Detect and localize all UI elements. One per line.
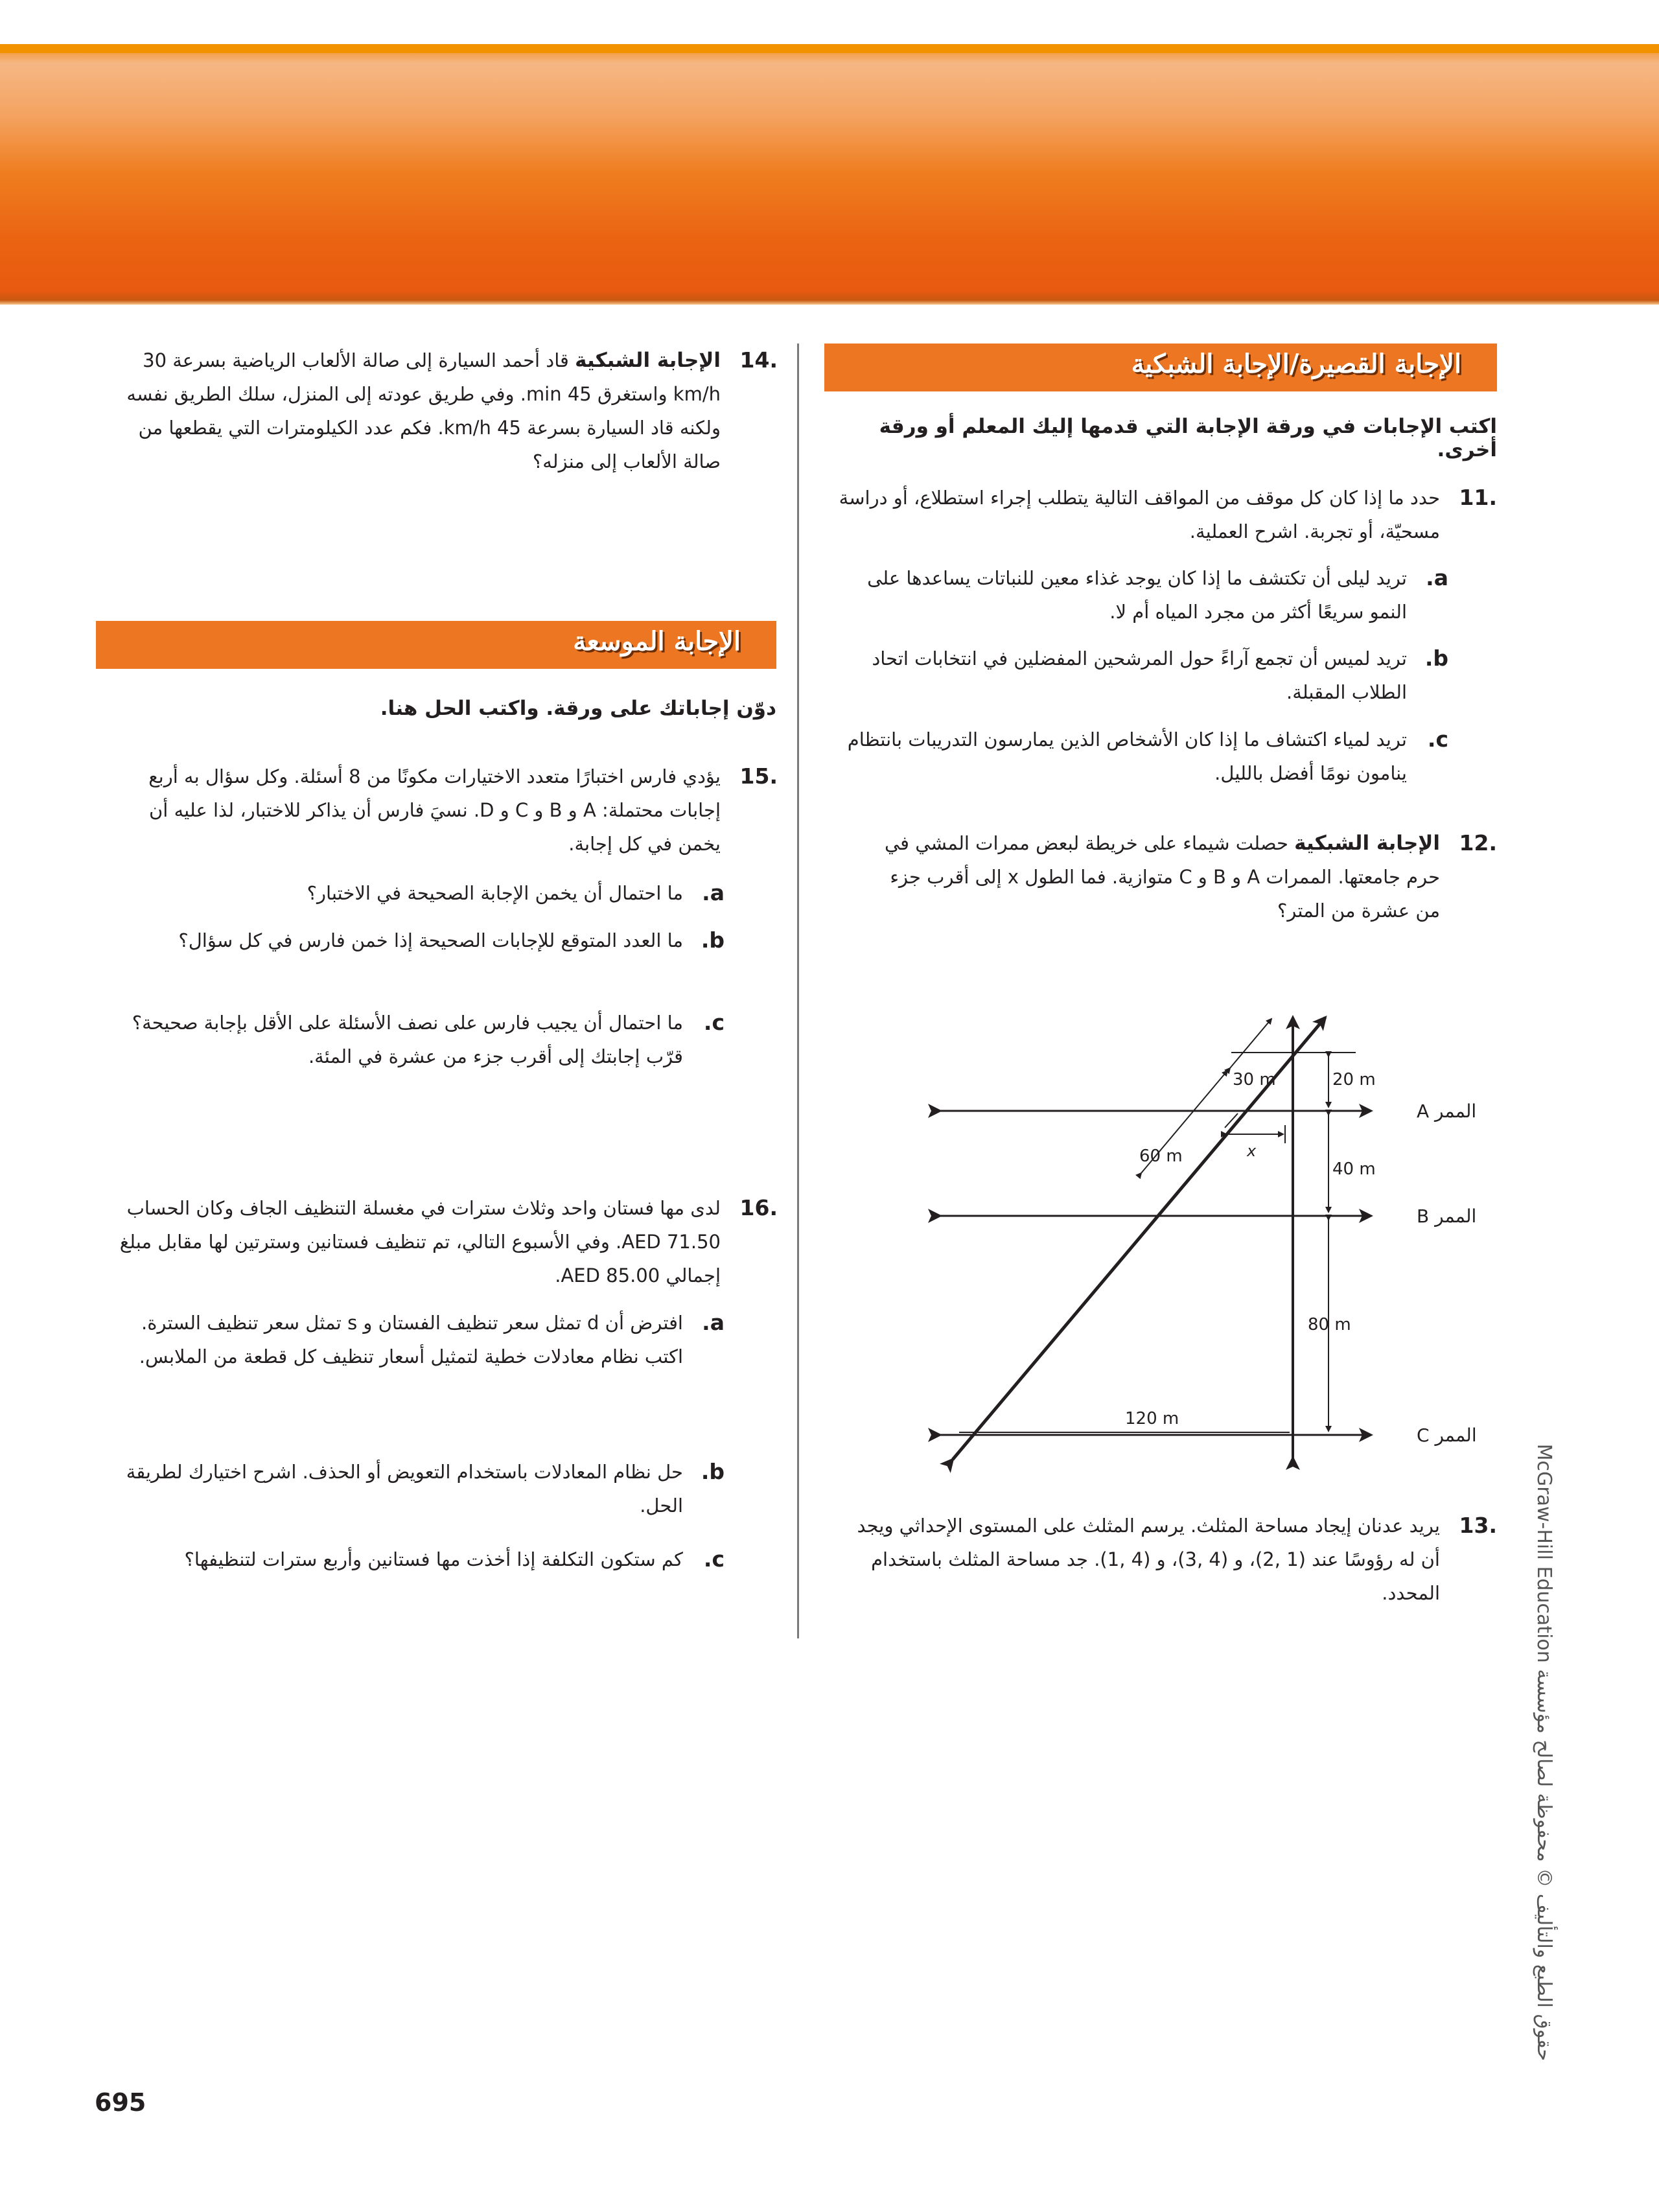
question-lead: الإجابة الشبكية bbox=[575, 349, 721, 372]
header-banner-top-stripe bbox=[0, 44, 1659, 53]
instruction-short-answer: اكتب الإجابات في ورقة الإجابة التي قدمها إليك المعلم أو ورقة أخرى. bbox=[879, 415, 1497, 461]
question-13 bbox=[842, 1509, 1497, 1610]
copyright-side-note: حقوق الطبع والتأليف © محفوظة لصالح مؤسسة McGraw-Hill Education bbox=[1533, 1443, 1555, 2061]
question-number: 14. bbox=[739, 347, 778, 373]
sub-text: تريد لمياء اكتشاف ما إذا كان الأشخاص الذين يمارسون التدريبات بانتظام ينامون نومًا أفضل بالليل. bbox=[847, 728, 1407, 784]
sub-text: كم ستكون التكلفة إذا أخذت مها فستانين وأربع سترات لتنظيفها؟ bbox=[184, 1548, 683, 1570]
sub-label: c. bbox=[703, 1010, 725, 1035]
question-text: قاد أحمد السيارة إلى صالة الألعاب الرياضية بسرعة 30 km/h واستغرق 45 min. وفي طريق عودته إلى المنزل، سلك الطريق نفسه ولكنه قاد السيارة بسرعة 45 km/h. فكم عدد الكيلومترات التي يقطعها من صالة الألعاب إلى منزله؟ bbox=[126, 349, 721, 472]
question-lead: الإجابة الشبكية bbox=[1294, 832, 1440, 855]
section-header-extended bbox=[96, 621, 776, 669]
question-number: 13. bbox=[1459, 1513, 1497, 1538]
sub-label: b. bbox=[701, 927, 725, 953]
sub-label: a. bbox=[1426, 565, 1448, 590]
label-40m: 40 m bbox=[1332, 1159, 1376, 1179]
label-60m: 60 m bbox=[1139, 1147, 1183, 1166]
header-banner bbox=[0, 44, 1659, 305]
label-80m: 80 m bbox=[1308, 1315, 1351, 1334]
label-20m: 20 m bbox=[1332, 1070, 1376, 1089]
sub-label: a. bbox=[702, 1310, 725, 1335]
label-120m: 120 m bbox=[1125, 1409, 1179, 1428]
question-number: 11. bbox=[1459, 485, 1497, 510]
question-text: حصلت شيماء على خريطة لبعض ممرات المشي في حرم جامعتها. الممرات A و B و C متوازية. فما الطول x إلى أقرب جزء من عشرة من المتر؟ bbox=[885, 832, 1440, 922]
question-15 bbox=[110, 760, 778, 861]
parallel-paths-diagram bbox=[920, 1005, 1477, 1478]
instruction-extended: دوّن إجاباتك على ورقة. واكتب الحل هنا. bbox=[380, 697, 776, 720]
sub-text: تريد لميس أن تجمع آراءً حول المرشحين المفضلين في انتخابات اتحاد الطلاب المقبلة. bbox=[872, 647, 1407, 703]
sub-text: حل نظام المعادلات باستخدام التعويض أو الحذف. اشرح اختيارك لطريقة الحل. bbox=[126, 1461, 683, 1517]
column-divider bbox=[797, 343, 799, 1638]
sub-text: ما العدد المتوقع للإجابات الصحيحة إذا خمن فارس في كل سؤال؟ bbox=[178, 929, 683, 951]
sub-label: b. bbox=[701, 1459, 725, 1484]
question-11c bbox=[826, 723, 1448, 790]
question-number: 16. bbox=[739, 1195, 778, 1220]
sub-text: افترض أن d تمثل سعر تنظيف الفستان و s تمثل سعر تنظيف السترة. اكتب نظام معادلات خطية لتمثيل أسعار تنظيف كل قطعة من الملابس. bbox=[139, 1312, 683, 1368]
question-text: لدى مها فستان واحد وثلاث سترات في مغسلة التنظيف الجاف وكان الحساب AED 71.50. وفي الأسبوع التالي، تم تنظيف فستانين وسترتين لها مقابل مبلغ إجمالي AED 85.00. bbox=[119, 1197, 721, 1286]
section-title-extended: الإجابة الموسعة bbox=[573, 626, 741, 657]
section-title-short-answer: الإجابة القصيرة/الإجابة الشبكية bbox=[1131, 349, 1461, 379]
question-text: يريد عدنان إيجاد مساحة المثلث. يرسم المثلث على المستوى الإحداثي ويجد أن له رؤوسًا عند (1 ,2)، و (4 ,3)، و (4 ,1). جد مساحة المثلث باستخدام المحدد. bbox=[857, 1515, 1440, 1604]
question-16a bbox=[110, 1306, 725, 1373]
question-14 bbox=[110, 343, 778, 478]
sub-label: c. bbox=[703, 1546, 725, 1572]
label-x: x bbox=[1247, 1142, 1257, 1160]
question-15c bbox=[110, 1006, 725, 1073]
section-header-short-answer bbox=[824, 343, 1497, 391]
question-text: يؤدي فارس اختبارًا متعدد الاختيارات مكونًا من 8 أسئلة. وكل سؤال به أربع إجابات محتملة: A و B و C و D. نسيَ فارس أن يذاكر للاختبار، لذا عليه أن يخمن في كل إجابة. bbox=[148, 765, 721, 855]
label-path-b: الممر B bbox=[1417, 1205, 1477, 1227]
question-11a bbox=[826, 561, 1448, 629]
dim-30m bbox=[1230, 1019, 1271, 1068]
question-16b bbox=[110, 1455, 725, 1522]
sub-label: b. bbox=[1424, 646, 1448, 671]
sub-text: ما احتمال أن يجيب فارس على نصف الأسئلة على الأقل بإجابة صحيحة؟ قرّب إجابتك إلى أقرب جزء من عشرة في المئة. bbox=[132, 1012, 683, 1067]
sub-label: a. bbox=[702, 880, 725, 905]
question-11b bbox=[826, 642, 1448, 709]
question-number: 12. bbox=[1459, 830, 1497, 856]
sub-text: ما احتمال أن يخمن الإجابة الصحيحة في الاختبار؟ bbox=[307, 882, 683, 904]
sub-text: تريد ليلى أن تكتشف ما إذا كان يوجد غذاء معين للنباتات يساعدها على النمو سريعًا أكثر من مجرد المياه أم لا. bbox=[867, 567, 1407, 623]
question-16c bbox=[110, 1543, 725, 1576]
question-15b bbox=[110, 924, 725, 957]
label-path-a: الممر A bbox=[1417, 1100, 1477, 1122]
question-number: 15. bbox=[739, 763, 778, 789]
question-12 bbox=[862, 826, 1497, 927]
question-11 bbox=[826, 481, 1497, 548]
label-path-c: الممر C bbox=[1417, 1425, 1477, 1446]
question-15a bbox=[110, 876, 725, 910]
question-text: حدد ما إذا كان كل موقف من المواقف التالية يتطلب إجراء استطلاع، أو دراسة مسحيّة، أو تجربة. اشرح العملية. bbox=[839, 487, 1440, 542]
sub-label: c. bbox=[1427, 727, 1448, 752]
page-number: 695 bbox=[95, 2088, 146, 2117]
question-16 bbox=[97, 1191, 778, 1292]
label-30m: 30 m bbox=[1233, 1070, 1276, 1089]
